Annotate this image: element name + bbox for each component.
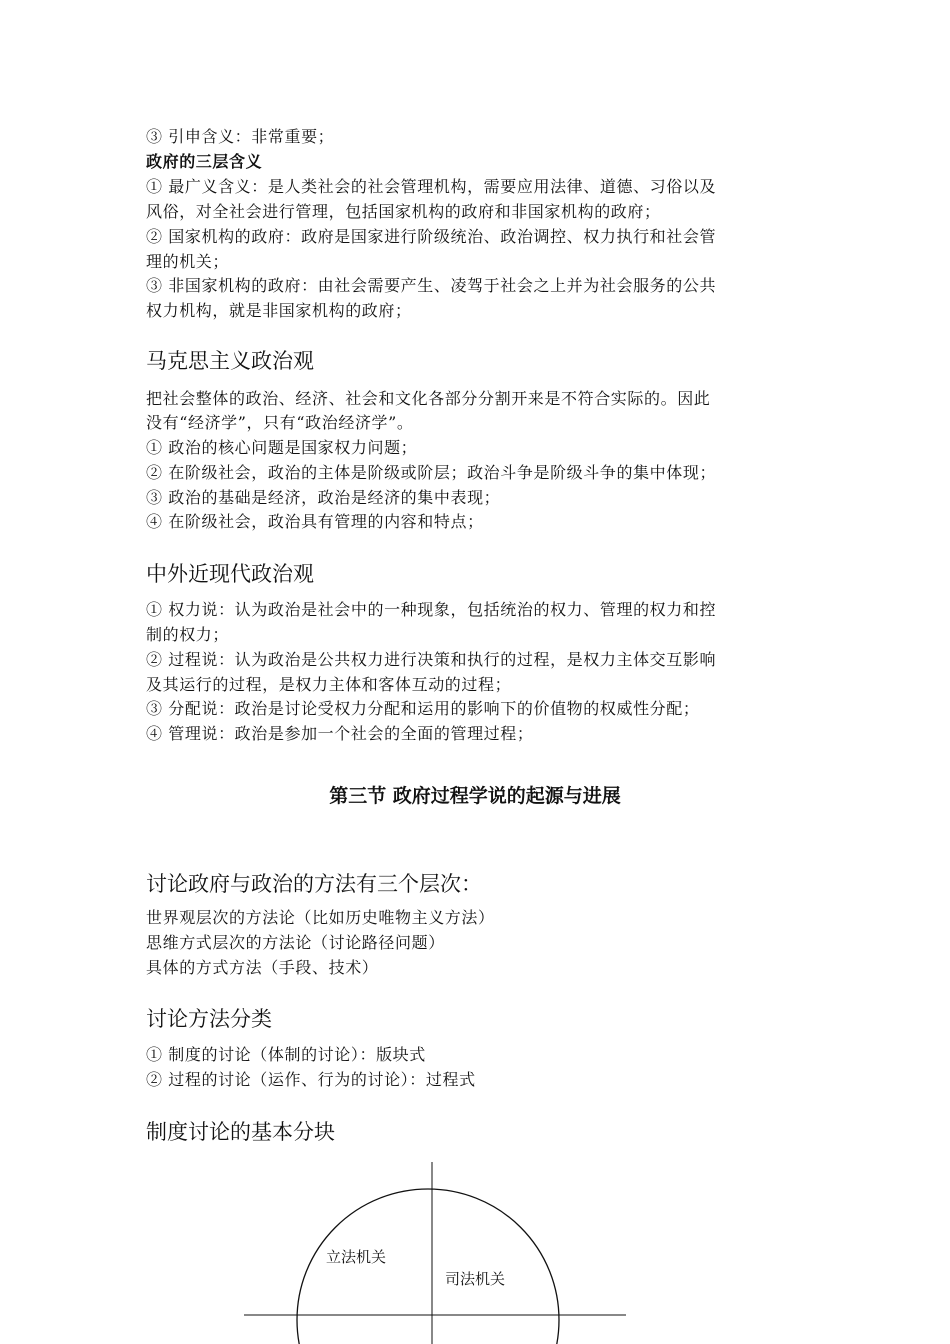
text-line: 把社会整体的政治、经济、社会和文化各部分分割开来是不符合实际的。因此 (146, 389, 711, 408)
heading-classification: 讨论方法分类 (146, 1007, 272, 1031)
text-line: 世界观层次的方法论（比如历史唯物主义方法） (146, 908, 495, 927)
text-line: ① 最广义含义：是人类社会的社会管理机构，需要应用法律、道德、习俗以及 (146, 177, 717, 196)
text-line: ④ 在阶级社会，政治具有管理的内容和特点； (146, 512, 484, 531)
text-line: ① 制度的讨论（体制的讨论）：版块式 (146, 1045, 426, 1064)
subheading-government-meanings: 政府的三层含义 (146, 152, 263, 171)
label-legislative: 立法机关 (326, 1248, 387, 1266)
label-judicial: 司法机关 (445, 1270, 506, 1288)
text-line: ② 过程说：认为政治是公共权力进行决策和执行的过程，是权力主体交互影响 (146, 650, 717, 669)
text-line: 及其运行的过程，是权力主体和客体互动的过程； (146, 675, 512, 694)
text-line: ③ 引申含义：非常重要； (146, 127, 335, 146)
text-line: ① 政治的核心问题是国家权力问题； (146, 438, 418, 457)
text-line: ② 国家机构的政府：政府是国家进行阶级统治、政治调控、权力执行和社会管 (146, 227, 717, 246)
text-line: 权力机构，就是非国家机构的政府； (146, 301, 412, 320)
text-line: ④ 管理说：政治是参加一个社会的全面的管理过程； (146, 724, 534, 743)
text-line: 思维方式层次的方法论（讨论路径问题） (146, 933, 445, 952)
text-line: 没有“经济学”，只有“政治经济学”。 (146, 413, 414, 432)
heading-marxism: 马克思主义政治观 (146, 349, 314, 373)
text-line: ② 在阶级社会，政治的主体是阶级或阶层；政治斗争是阶级斗争的集中体现； (146, 463, 717, 482)
heading-basic-blocks: 制度讨论的基本分块 (146, 1120, 335, 1144)
text-line: ① 权力说：认为政治是社会中的一种现象，包括统治的权力、管理的权力和控 (146, 600, 717, 619)
text-line: 理的机关； (146, 252, 230, 271)
text-line: 风俗，对全社会进行管理，包括国家机构的政府和非国家机构的政府； (146, 202, 661, 221)
diagram-svg (230, 1155, 640, 1344)
heading-methods: 讨论政府与政治的方法有三个层次： (146, 872, 482, 896)
text-line: 具体的方式方法（手段、技术） (146, 958, 379, 977)
institution-diagram (230, 1155, 640, 1344)
text-line: ③ 非国家机构的政府：由社会需要产生、凌驾于社会之上并为社会服务的公共 (146, 276, 717, 295)
text-line: ② 过程的讨论（运作、行为的讨论）：过程式 (146, 1070, 476, 1089)
section-title: 第三节 政府过程学说的起源与进展 (329, 785, 621, 807)
text-line: ③ 分配说：政治是讨论受权力分配和运用的影响下的价值物的权威性分配； (146, 699, 700, 718)
text-line: 制的权力； (146, 625, 230, 644)
text-line: ③ 政治的基础是经济，政治是经济的集中表现； (146, 488, 501, 507)
heading-modern-views: 中外近现代政治观 (146, 562, 314, 586)
